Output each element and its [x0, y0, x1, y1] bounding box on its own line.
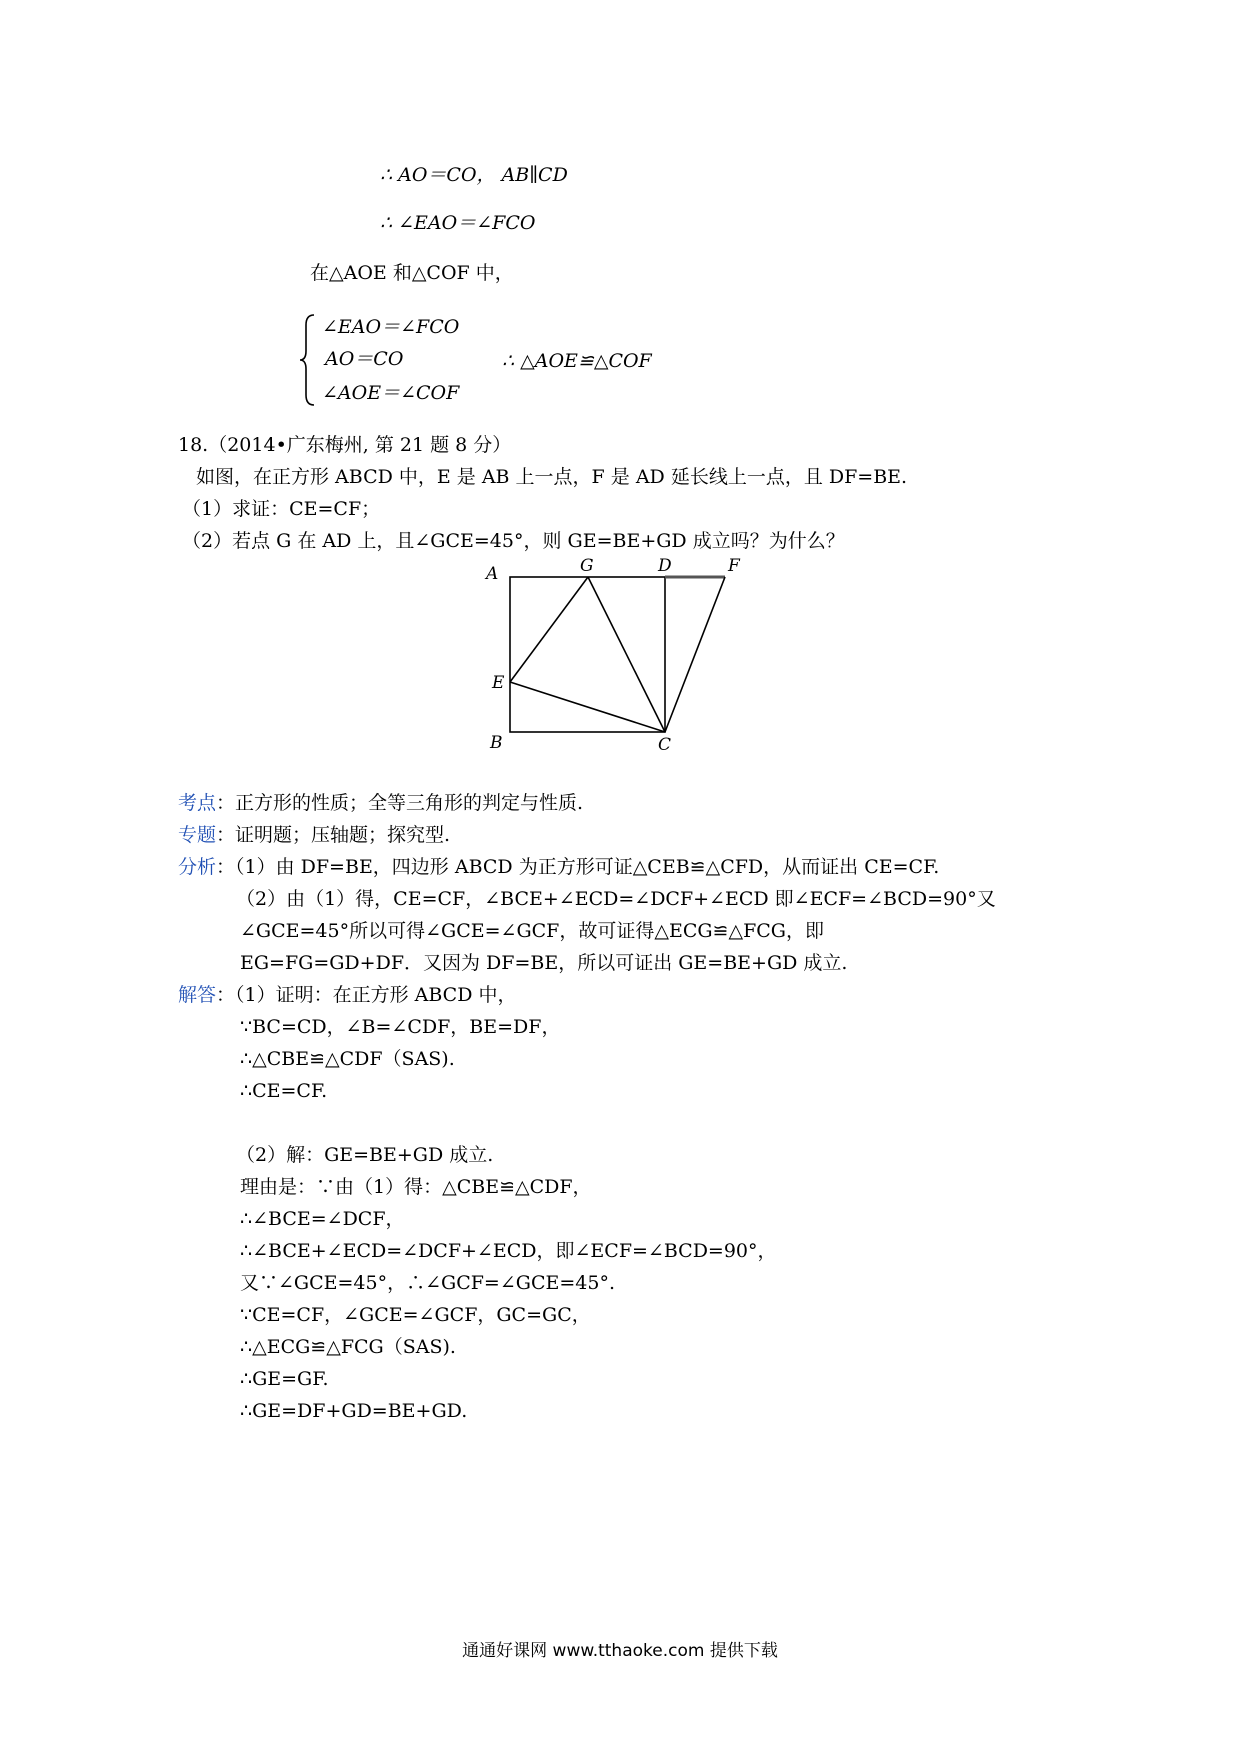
kaodian-line: [178, 790, 583, 816]
proof-line-in-triangles: 在△AOE 和△COF 中，: [310, 262, 514, 284]
jieda-line-1: [178, 982, 517, 1008]
segment-eg: [510, 577, 588, 682]
label-c: C: [658, 735, 672, 755]
proof-line-ao-co: ∴ AO＝CO， AB∥CD: [380, 164, 568, 186]
part2-line-3: ∴∠BCE=∠DCF，: [240, 1208, 405, 1230]
label-d: D: [658, 556, 672, 576]
segment-ec: [510, 682, 665, 732]
part2-line-8: ∴GE=GF.: [240, 1368, 329, 1390]
part2-line-9: ∴GE=DF+GD=BE+GD.: [240, 1400, 468, 1422]
kaodian-label: 考点: [178, 792, 217, 814]
segment-cf: [665, 577, 725, 732]
zhuanti-text: ：证明题；压轴题；探究型.: [216, 824, 451, 846]
square-abcd: [510, 577, 665, 732]
label-a: A: [486, 564, 499, 584]
proof-line-angle-eao: ∴ ∠EAO＝∠FCO: [380, 212, 536, 234]
part2-line-6: ∵CE=CF，∠GCE=∠GCF，GC=GC，: [240, 1304, 591, 1326]
fenxi-line-1: [178, 854, 939, 880]
fenxi-line-3: ∠GCE=45°所以可得∠GCE=∠GCF，故可证得△ECG≌△FCG，即: [240, 920, 824, 942]
jieda-line-4: ∴CE=CF.: [240, 1080, 328, 1102]
system-eq-2: AO＝CO: [325, 348, 404, 370]
zhuanti-label: 专题: [178, 824, 217, 846]
system-eq-1: ∠EAO＝∠FCO: [322, 316, 460, 338]
jieda-line-2: ∵BC=CD，∠B=∠CDF，BE=DF，: [240, 1016, 561, 1038]
jieda-line-3: ∴△CBE≌△CDF（SAS).: [240, 1048, 455, 1070]
problem-question-2: （2）若点 G 在 AD 上，且∠GCE=45°，则 GE=BE+GD 成立吗？为什么？: [182, 530, 845, 552]
jieda-label: 解答: [178, 984, 217, 1006]
label-b: B: [490, 733, 503, 753]
system-conclusion: ∴ △AOE≌△COF: [502, 350, 652, 372]
label-f: F: [728, 556, 740, 576]
part2-line-7: ∴△ECG≌△FCG（SAS).: [240, 1336, 456, 1358]
geometry-figure: [480, 552, 760, 757]
part2-line-2: 理由是：∵由（1）得：△CBE≌△CDF，: [240, 1176, 592, 1198]
jieda-text-1: ：（1）证明：在正方形 ABCD 中，: [216, 984, 517, 1006]
fenxi-label: 分析: [178, 856, 217, 878]
label-e: E: [492, 673, 505, 693]
fenxi-line-4: EG=FG=GD+DF．又因为 DF=BE，所以可证出 GE=BE+GD 成立.: [240, 952, 848, 974]
fenxi-text-1: ：（1）由 DF=BE，四边形 ABCD 为正方形可证△CEB≌△CFD，从而证出 CE=CF.: [216, 856, 940, 878]
kaodian-text: ：正方形的性质；全等三角形的判定与性质.: [216, 792, 584, 814]
part2-line-4: ∴∠BCE+∠ECD=∠DCF+∠ECD，即∠ECF=∠BCD=90°，: [240, 1240, 777, 1262]
problem-header: 18.（2014•广东梅州, 第 21 题 8 分）: [178, 434, 512, 456]
part2-line-1: （2）解：GE=BE+GD 成立.: [236, 1144, 494, 1166]
problem-statement: 如图，在正方形 ABCD 中，E 是 AB 上一点，F 是 AD 延长线上一点，且 DF=BE.: [196, 466, 908, 488]
problem-question-1: （1）求证：CE=CF；: [182, 498, 381, 520]
fenxi-line-2: （2）由（1）得，CE=CF，∠BCE+∠ECD=∠DCF+∠ECD 即∠ECF=∠BCD=90°又: [236, 888, 996, 910]
zhuanti-line: [178, 822, 450, 848]
system-eq-3: ∠AOE＝∠COF: [322, 382, 460, 404]
label-g: G: [580, 556, 594, 576]
system-brace-icon: [298, 313, 318, 407]
footer-source: 通通好课网 www.tthaoke.com 提供下载: [462, 1641, 778, 1661]
part2-line-5: 又∵∠GCE=45°，∴∠GCF=∠GCE=45°.: [240, 1272, 615, 1294]
segment-gc: [588, 577, 665, 732]
